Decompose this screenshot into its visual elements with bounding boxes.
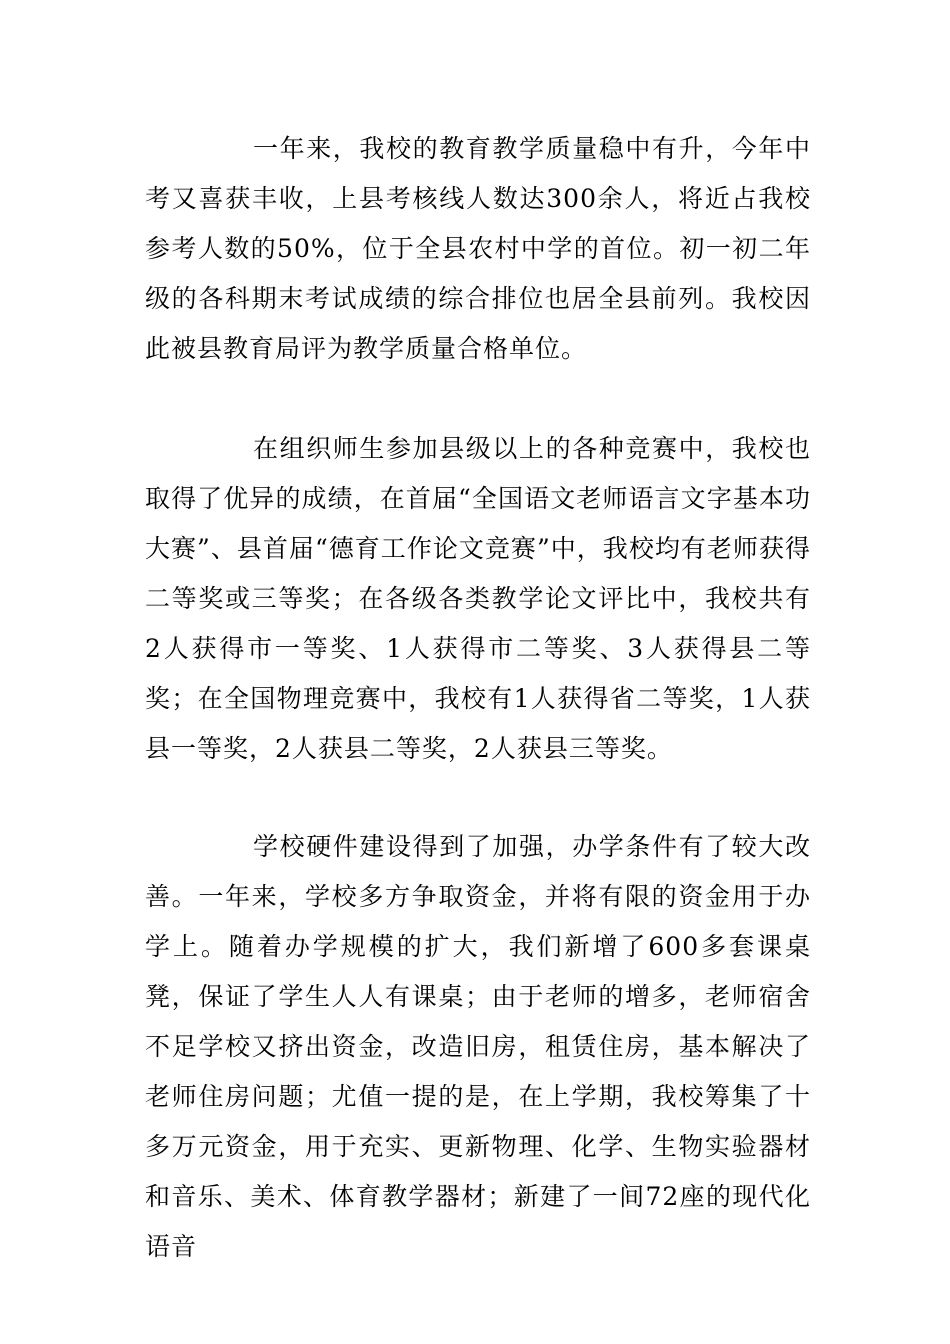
paragraph-competitions: 在组织师生参加县级以上的各种竞赛中，我校也取得了优异的成绩，在首届“全国语文老师语言文字基本功大赛”、县首届“德育工作论文竞赛”中，我校均有老师获得二等奖或三等奖；在各级各类教学论文评比中，我校共有2人获得市一等奖、1人获得市二等奖、3人获得县二等奖；在全国物理竞赛中，我校有1人获得省二等奖，1人获县一等奖，2人获县二等奖，2人获县三等奖。	[145, 434, 811, 763]
paragraph-teaching-quality: 一年来，我校的教育教学质量稳中有升，今年中考又喜获丰收，上县考核线人数达300余人，将近占我校参考人数的50%，位于全县农村中学的首位。初一初二年级的各科期末考试成绩的综合排位也居全县前列。我校因此被县教育局评为教学质量合格单位。	[145, 134, 811, 363]
paragraph-facilities: 学校硬件建设得到了加强，办学条件有了较大改善。一年来，学校多方争取资金，并将有限的资金用于办学上。随着办学规模的扩大，我们新增了600多套课桌凳，保证了学生人人有课桌；由于老师的增多，老师宿舍不足学校又挤出资金，改造旧房，租赁住房，基本解决了老师住房问题；尤值一提的是，在上学期，我校筹集了十多万元资金，用于充实、更新物理、化学、生物实验器材和音乐、美术、体育教学器材；新建了一间72座的现代化语音	[145, 832, 811, 1261]
